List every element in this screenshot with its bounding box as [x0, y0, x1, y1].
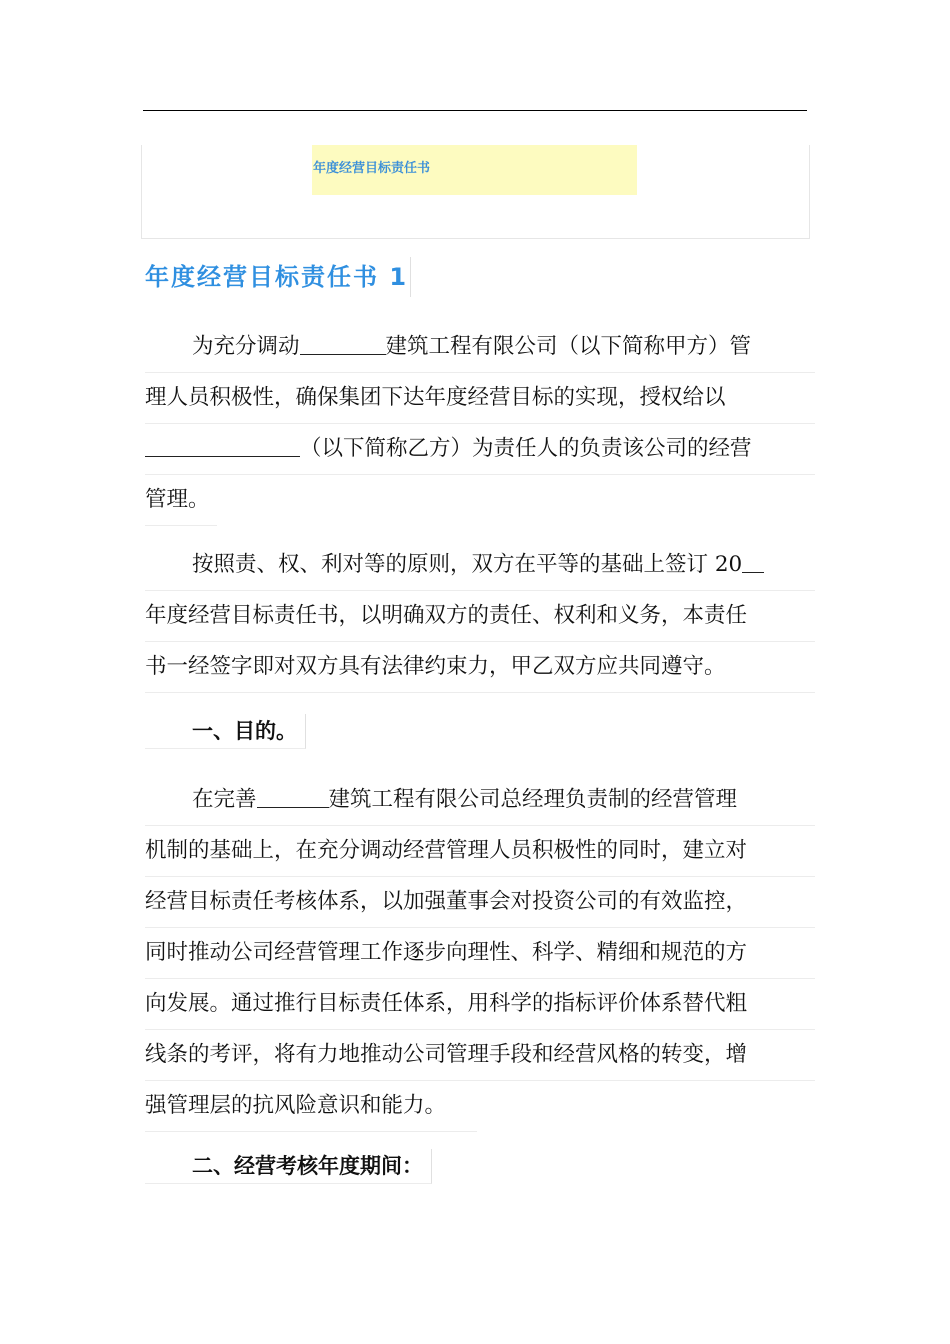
paragraph-line — [145, 322, 815, 373]
paragraph-line: 年度经营目标责任书，以明确双方的责任、权利和义务，本责任 — [145, 591, 815, 642]
paragraph-line — [145, 540, 815, 591]
paragraph-line: 线条的考评，将有力地推动公司管理手段和经营风格的转变，增 — [145, 1030, 815, 1081]
text-run: 建筑工程有限公司（以下简称甲方）管 — [385, 334, 752, 359]
heading-text: 二、经营考核年度期间： — [192, 1154, 423, 1178]
text-run: （以下简称乙方）为责任人的负责该公司的经营 — [300, 436, 752, 461]
paragraph-line: 同时推动公司经营管理工作逐步向理性、科学、精细和规范的方 — [145, 928, 815, 979]
text-run: 为充分调动 — [192, 334, 300, 359]
text-run: 在完善 — [192, 787, 257, 812]
fill-in-blank — [742, 550, 764, 573]
paragraph-line: 管理。 — [145, 475, 217, 526]
paragraph-agreement — [145, 540, 815, 693]
fill-in-blank — [300, 332, 386, 355]
section-heading-period — [145, 1149, 432, 1184]
paragraph-intro — [145, 322, 815, 526]
header-banner-title: 年度经营目标责任书 — [313, 161, 431, 176]
paragraph-line — [145, 424, 815, 475]
section-heading-purpose — [145, 714, 306, 749]
fill-in-blank — [257, 785, 329, 808]
heading-text: 一、目的。 — [192, 719, 297, 743]
document-title: 年度经营目标责任书 1 — [145, 257, 411, 297]
text-run: 建筑工程有限公司总经理负责制的经营管理 — [328, 787, 738, 812]
paragraph-line: 向发展。通过推行目标责任体系，用科学的指标评价体系替代粗 — [145, 979, 815, 1030]
paragraph-line — [145, 775, 815, 826]
paragraph-line: 书一经签字即对双方具有法律约束力，甲乙双方应共同遵守。 — [145, 642, 815, 693]
header-rule — [143, 110, 807, 111]
paragraph-purpose — [145, 775, 815, 1132]
paragraph-line: 机制的基础上，在充分调动经营管理人员积极性的同时，建立对 — [145, 826, 815, 877]
text-run: 按照责、权、利对等的原则，双方在平等的基础上签订 20 — [192, 552, 743, 577]
fill-in-blank — [145, 434, 300, 457]
paragraph-line: 强管理层的抗风险意识和能力。 — [145, 1081, 477, 1132]
paragraph-line: 经营目标责任考核体系，以加强董事会对投资公司的有效监控， — [145, 877, 815, 928]
paragraph-line: 理人员积极性，确保集团下达年度经营目标的实现，授权给以 — [145, 373, 815, 424]
